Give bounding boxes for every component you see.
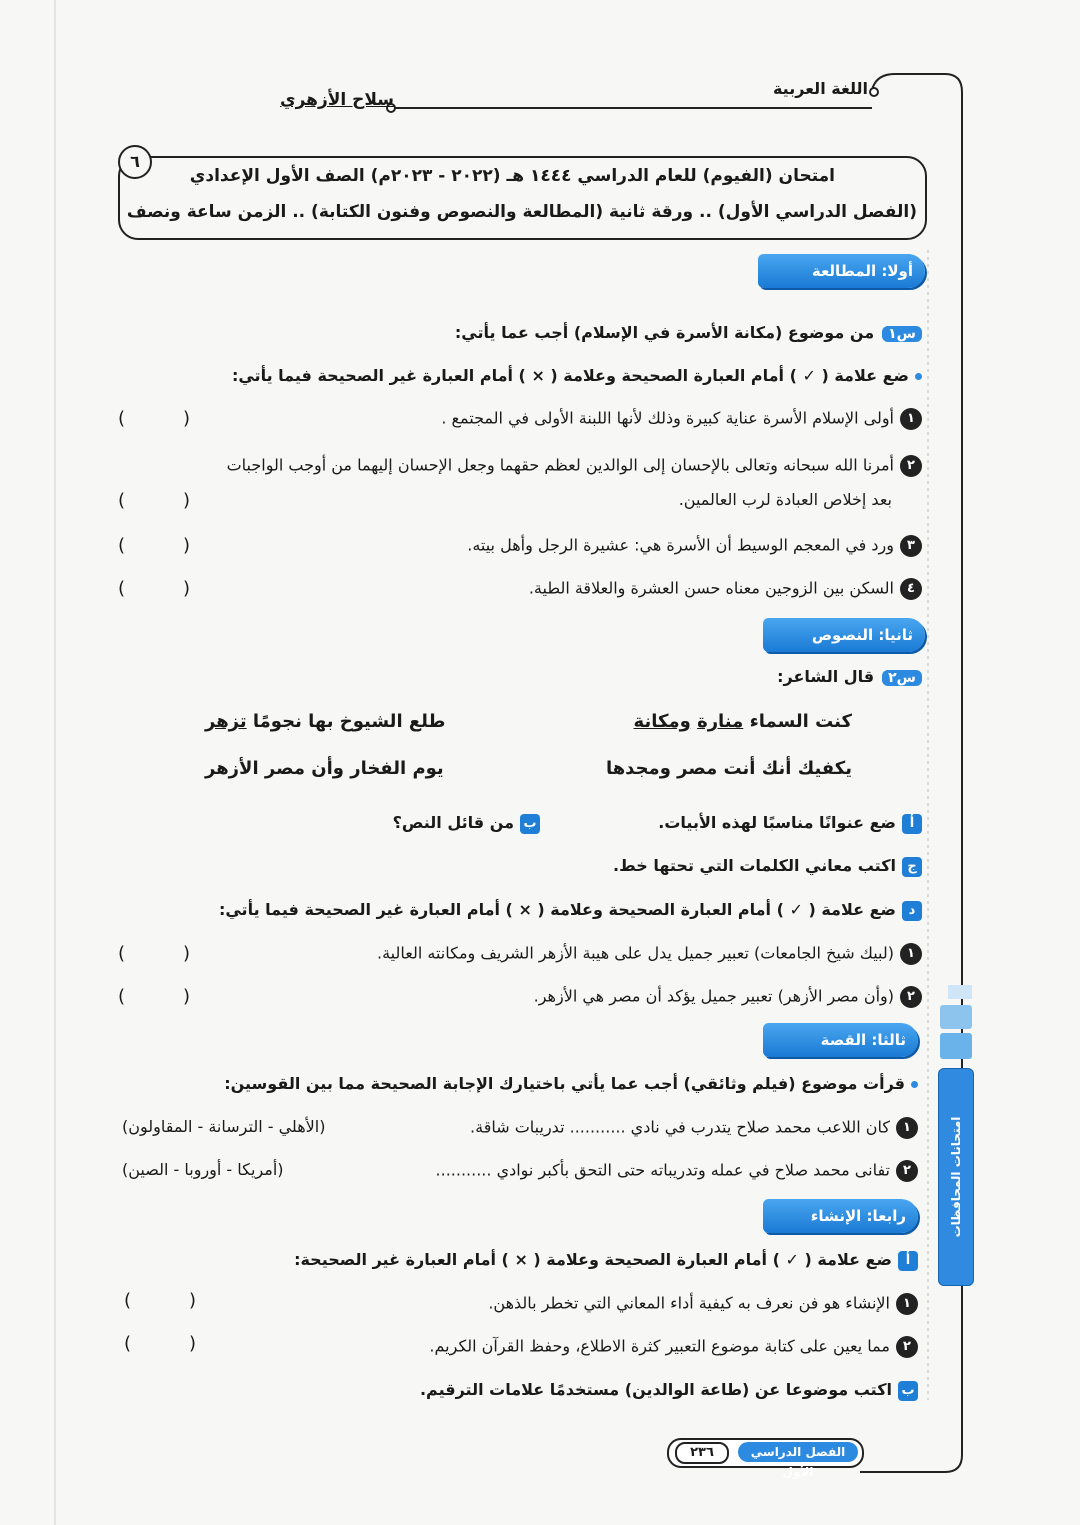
list-item: ١كان اللاعب محمد صلاح يتدرب في نادي ........... تدريبات شاقة.	[470, 1117, 918, 1139]
answer-blank[interactable]: ( )	[118, 578, 190, 599]
sub-question-b: بمن قائل النص؟	[393, 813, 540, 834]
list-item: ١(لبيك شيخ الجامعات) تعبير جميل يدل على هيبة الأزهر الشريف ومكانته العالية.	[377, 943, 922, 965]
instruction-1: ضع علامة ( ✓ ) أمام العبارة الصحيحة وعلامة ( × ) أمام العبارة غير الصحيحة فيما يأتي:	[232, 366, 922, 385]
question-badge: س٢	[882, 670, 922, 686]
fill-blank[interactable]: ...........	[569, 1117, 626, 1137]
options: (الأهلي - الترسانة - المقاولون)	[122, 1117, 326, 1136]
verse-2-second-hemistich: يوم الفخار وأن مصر الأزهر	[205, 758, 444, 779]
list-item: ١أولى الإسلام الأسرة عناية كبيرة وذلك لأنها اللبنة الأولى في المجتمع .	[441, 408, 922, 430]
section-heading-texts: ثانيا: النصوص	[763, 618, 925, 652]
verse-1-second-hemistich: طلع الشيوخ بها نجومًا تزهر	[205, 711, 446, 732]
answer-blank[interactable]: ( )	[118, 535, 190, 556]
list-item: ٢تفانى محمد صلاح في عمله وتدريباته حتى التحق بأكبر نوادي ...........	[436, 1160, 918, 1182]
exam-number-badge: ٦	[118, 145, 152, 179]
fill-blank[interactable]: ...........	[435, 1160, 492, 1180]
section-heading-story: ثالثا: القصة	[763, 1023, 918, 1057]
bullet-icon	[911, 1081, 918, 1088]
list-item: ٢أمرنا الله سبحانه وتعالى بالإحسان إلى الوالدين لعظم حقهما وجعل الإحسان إليهما من أوجب الواجبات	[227, 455, 922, 477]
side-tab-marker	[940, 1033, 972, 1059]
list-item-continued: بعد إخلاص العبادة لرب العالمين.	[678, 490, 892, 509]
section-heading-composition: رابعا: الإنشاء	[763, 1199, 918, 1233]
sub-question-b: باكتب موضوعا عن (طاعة الوالدين) مستخدمًا علامات الترقيم.	[420, 1380, 918, 1401]
verse-1-first-hemistich: كنت السماء منارة ومكانة	[633, 711, 852, 732]
answer-blank[interactable]: ( )	[124, 1333, 196, 1354]
subject-label: اللغة العربية	[772, 79, 868, 98]
side-tab: امتحانات المحافظات	[938, 1068, 974, 1286]
question-3: قرأت موضوع (فيلم وثائقي) أجب عما يأتي باختيارك الإجابة الصحيحة مما بين القوسين:	[224, 1074, 918, 1093]
exam-title: امتحان (الفيوم) للعام الدراسي ١٤٤٤ هـ (٢٠٢٢ - ٢٠٢٣م) الصف الأول الإعدادي	[189, 166, 835, 186]
options: (أمريكا - أوروبا - الصين)	[122, 1160, 284, 1179]
answer-blank[interactable]: ( )	[118, 408, 190, 429]
answer-blank[interactable]: ( )	[124, 1290, 196, 1311]
footer-badge: الفصل الدراسي الأول ٢٣٦	[667, 1438, 864, 1468]
side-tab-marker	[948, 985, 972, 999]
exam-subtitle: (الفصل الدراسي الأول) .. ورقة ثانية (المطالعة والنصوص وفنون الكتابة) .. الزمن ساعة ونصف	[126, 202, 917, 222]
verse-2-first-hemistich: يكفيك أنك أنت مصر ومجدها	[605, 758, 852, 779]
side-tab-marker	[940, 1005, 972, 1029]
answer-blank[interactable]: ( )	[118, 986, 190, 1007]
answer-blank[interactable]: ( )	[118, 943, 190, 964]
sub-question-c: جاكتب معاني الكلمات التي تحتها خط.	[613, 856, 922, 877]
answer-blank[interactable]: ( )	[118, 490, 190, 511]
question-badge: س١	[882, 326, 922, 342]
section-heading-reading: أولا: المطالعة	[758, 254, 925, 288]
question-1: س١من موضوع (مكانة الأسرة في الإسلام) أجب عما يأتي:	[455, 323, 922, 342]
brand-logo: سلاح الأزهري	[280, 90, 395, 110]
question-2: س٢قال الشاعر:	[777, 667, 922, 686]
list-item: ٣ورد في المعجم الوسيط أن الأسرة هي: عشيرة الرجل وأهل بيته.	[467, 535, 922, 557]
exam-info-box	[118, 156, 927, 240]
list-item: ١الإنشاء هو فن نعرف به كيفية أداء المعاني التي تخطر بالذهن.	[488, 1293, 918, 1315]
list-item: ٢(وأن مصر الأزهر) تعبير جميل يؤكد أن مصر هي الأزهر.	[534, 986, 922, 1008]
sub-question-a: أضع علامة ( ✓ ) أمام العبارة الصحيحة وعلامة ( × ) أمام العبارة غير الصحيحة:	[294, 1250, 918, 1271]
bullet-icon	[915, 373, 922, 380]
list-item: ٢مما يعين على كتابة موضوع التعبير كثرة الاطلاع، وحفظ القرآن الكريم.	[429, 1336, 918, 1358]
sub-question-a: أضع عنوانًا مناسبًا لهذه الأبيات.	[658, 813, 922, 834]
sub-question-d: دضع علامة ( ✓ ) أمام العبارة الصحيحة وعلامة ( × ) أمام العبارة غير الصحيحة فيما يأتي:	[219, 900, 922, 921]
page-number: ٢٣٦	[675, 1442, 729, 1464]
list-item: ٤السكن بين الزوجين معناه حسن العشرة والعلاقة الطية.	[529, 578, 922, 600]
